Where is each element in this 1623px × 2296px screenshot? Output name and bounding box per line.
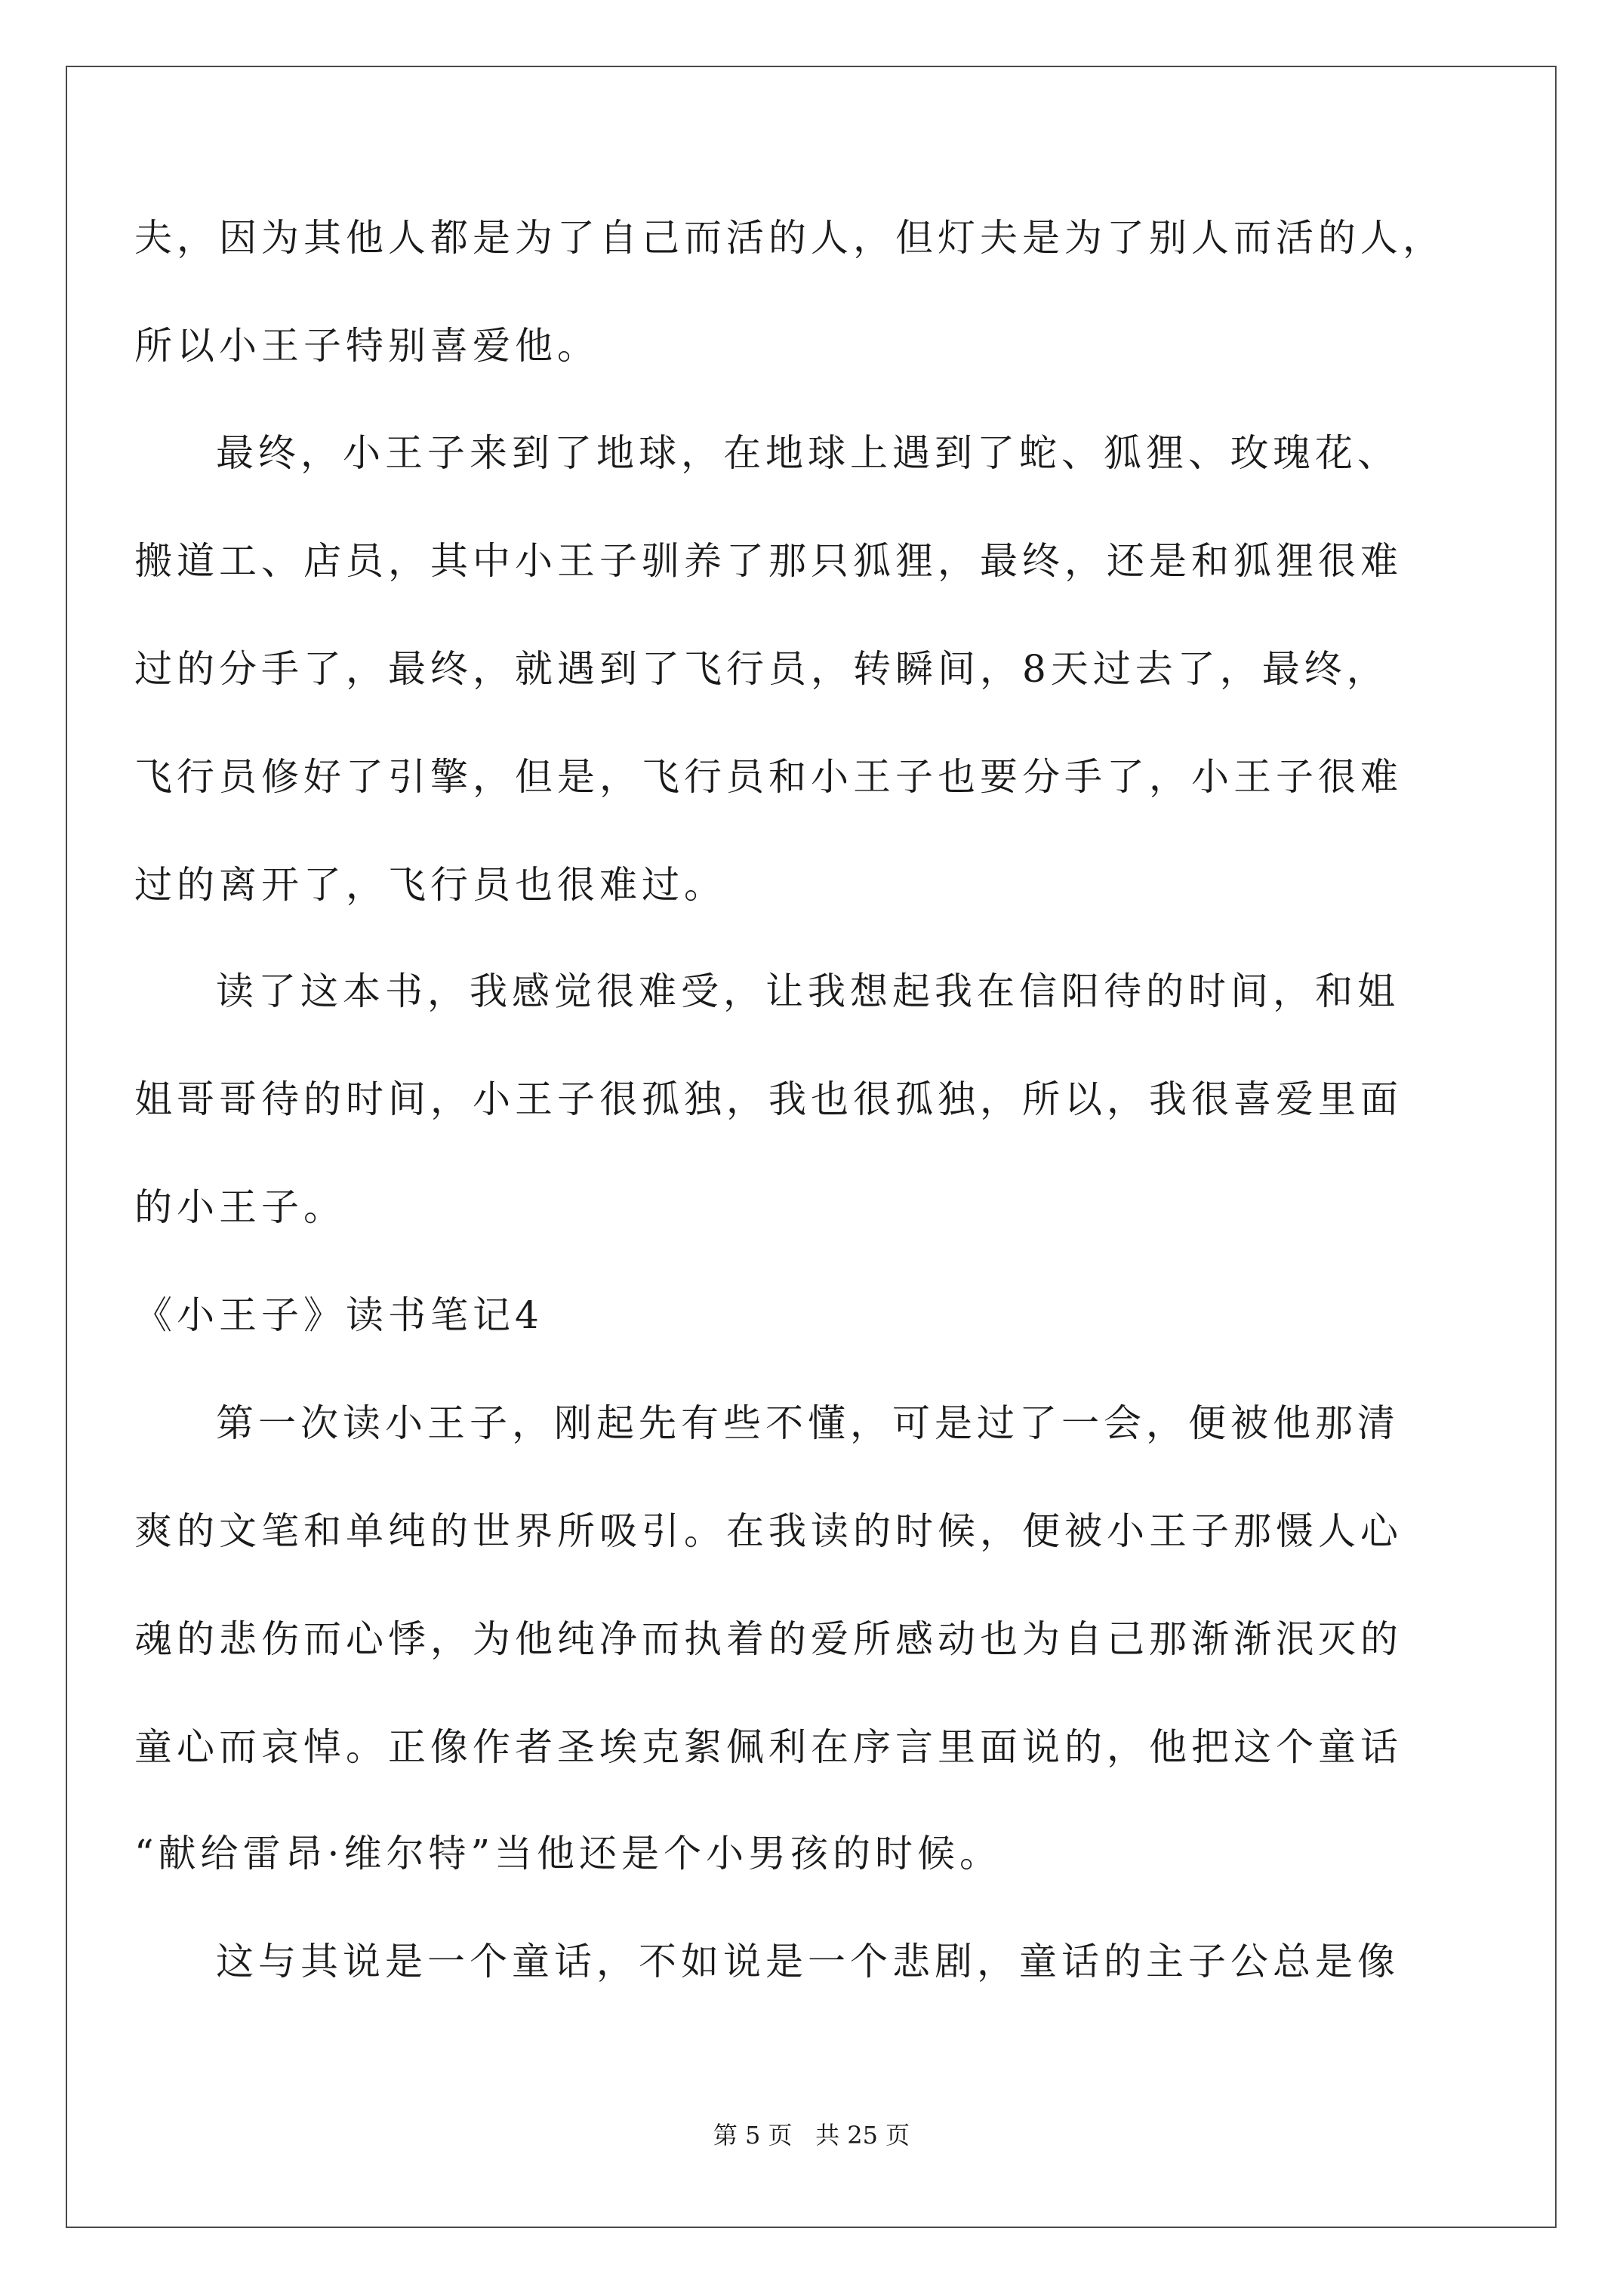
text-line: “献给雷昂·维尔特”当他还是个小男孩的时候。 xyxy=(134,1832,1002,1875)
text-line: 第一次读小王子，刚起先有些不懂，可是过了一会，便被他那清 xyxy=(216,1401,1400,1445)
text-line: 所以小王子特别喜爱他。 xyxy=(134,324,599,368)
text-line: 读了这本书，我感觉很难受，让我想起我在信阳待的时间，和姐 xyxy=(216,969,1400,1013)
text-line: 这与其说是一个童话，不如说是一个悲剧，童话的主子公总是像 xyxy=(216,1940,1400,1983)
text-line: 过的分手了，最终，就遇到了飞行员，转瞬间，8天过去了，最终， xyxy=(134,647,1389,691)
text-line: 搬道工、店员，其中小王子驯养了那只狐狸，最终，还是和狐狸很难 xyxy=(134,539,1403,583)
text-line: 的小王子。 xyxy=(134,1185,346,1229)
page-frame xyxy=(66,66,1557,2228)
text-line: 过的离开了，飞行员也很难过。 xyxy=(134,863,726,907)
text-line: 最终，小王子来到了地球，在地球上遇到了蛇、狐狸、玫瑰花、 xyxy=(216,431,1400,475)
text-line: 童心而哀悼。正像作者圣埃克絮佩利在序言里面说的，他把这个童话 xyxy=(134,1725,1403,1769)
section-heading: 《小王子》读书笔记4 xyxy=(134,1293,544,1337)
text-line: 姐哥哥待的时间，小王子很孤独，我也很孤独，所以，我很喜爱里面 xyxy=(134,1077,1403,1121)
page-number-footer: 第 5 页 共 25 页 xyxy=(713,2121,910,2150)
text-line: 夫，因为其他人都是为了自己而活的人，但灯夫是为了别人而活的人， xyxy=(134,216,1445,260)
text-line: 魂的悲伤而心悸，为他纯净而执着的爱所感动也为自己那渐渐泯灭的 xyxy=(134,1617,1403,1661)
text-line: 爽的文笔和单纯的世界所吸引。在我读的时候，便被小王子那慑人心 xyxy=(134,1509,1403,1553)
text-line: 飞行员修好了引擎，但是，飞行员和小王子也要分手了，小王子很难 xyxy=(134,755,1403,799)
